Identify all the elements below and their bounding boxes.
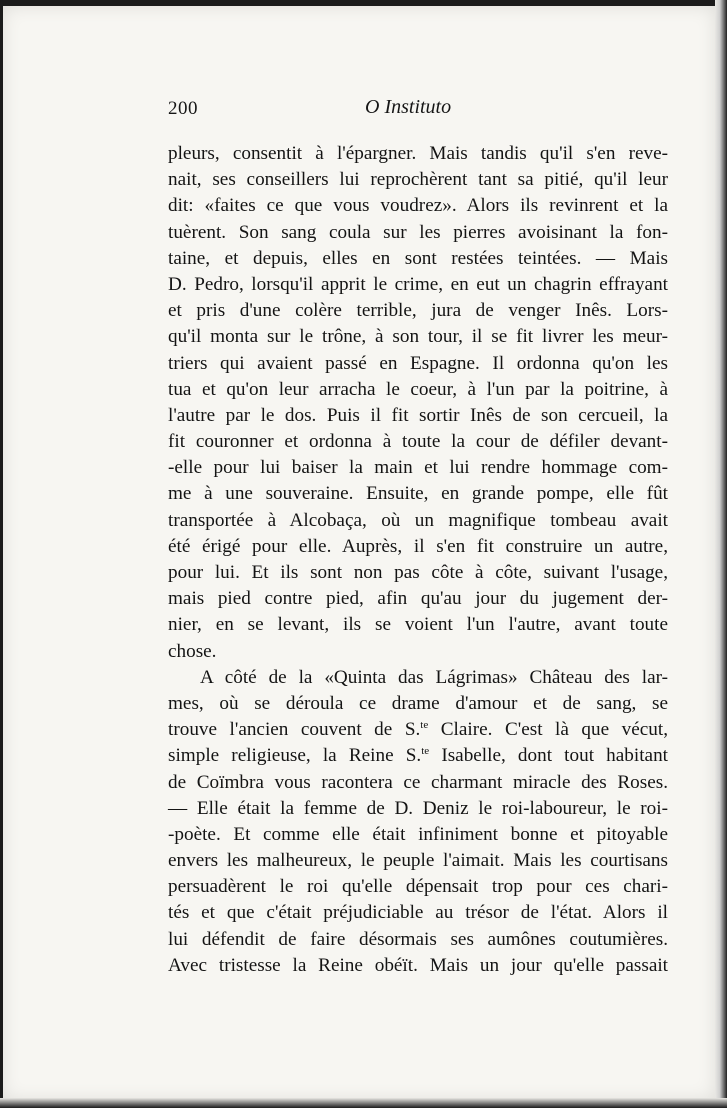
text-line: trouve l'ancien couvent de S.$^{te}$ Claire. C'est là que vécut, <box>168 719 668 741</box>
text-line: Avec tristesse la Reine obéït. Mais un jour qu'elle passait <box>168 954 668 976</box>
text-line: dit: «faites ce que vous voudrez». Alors ils revinrent et la <box>168 195 668 217</box>
text-line: et pris d'une colère terrible, jura de venger Inês. Lors- <box>168 300 668 322</box>
paragraph-1 <box>168 141 668 665</box>
text-line: de Coïmbra vous racontera ce charmant miracle des Roses. <box>168 771 668 793</box>
text-line: -elle pour lui baiser la main et lui rendre hommage com- <box>168 457 668 479</box>
text-line: pour lui. Et ils sont non pas côte à côte, suivant l'usage, <box>168 562 668 583</box>
text-line: me à une souveraine. Ensuite, en grande pompe, elle fût <box>168 483 668 505</box>
body-text <box>168 141 668 979</box>
text-line: lui défendit de faire désormais ses aumônes coutumières. <box>168 928 668 950</box>
text-line: chose. <box>168 640 217 662</box>
text-line: été érigé pour elle. Auprès, il s'en fit construire un autre, <box>168 535 668 557</box>
scan-border-right <box>715 0 727 1108</box>
text-line: taine, et depuis, elles en sont restées teintées. — Mais <box>168 247 668 269</box>
text-line: qu'il monta sur le trône, à son tour, il se fit livrer les meur- <box>168 326 668 348</box>
text-line: — Elle était la femme de D. Deniz le roi-laboureur, le roi- <box>168 797 668 819</box>
text-line: transportée à Alcobaça, où un magnifique tombeau avait <box>168 509 668 531</box>
page-number: 200 <box>168 98 198 119</box>
text-line: tua et qu'on leur arracha le coeur, à l'un par la poitrine, à <box>168 378 668 400</box>
page-header <box>168 96 668 124</box>
text-line: mes, où se déroula ce drame d'amour et de sang, se <box>168 692 668 714</box>
text-line: l'autre par le dos. Puis il fit sortir Inês de son cercueil, la <box>168 404 668 426</box>
text-line: fit couronner et ordonna à toute la cour de défiler devant- <box>168 431 668 453</box>
running-title: O Instituto <box>365 96 452 118</box>
text-line: tuèrent. Son sang coula sur les pierres avoisinant la fon- <box>168 221 668 243</box>
text-line: mais pied contre pied, afin qu'au jour du jugement der- <box>168 588 668 610</box>
text-line: pleurs, consentit à l'épargner. Mais tandis qu'il s'en reve- <box>168 143 668 164</box>
text-line: D. Pedro, lorsqu'il apprit le crime, en eut un chagrin effrayant <box>168 273 668 295</box>
text-line: tés et que c'était préjudiciable au trésor de l'état. Alors il <box>168 902 668 924</box>
text-line: nier, en se levant, ils se voient l'un l'autre, avant toute <box>168 614 668 636</box>
text-line: envers les malheureux, le peuple l'aimait. Mais les courtisans <box>168 850 668 872</box>
text-line: -poète. Et comme elle était infiniment bonne et pitoyable <box>168 823 668 845</box>
text-line: triers qui avaient passé en Espagne. Il ordonna qu'on les <box>168 352 668 374</box>
text-line: persuadèrent le roi qu'elle dépensait trop pour ces chari- <box>168 876 668 898</box>
text-line: nait, ses conseillers lui reprochèrent tant sa pitié, qu'il leur <box>168 169 668 191</box>
text-line: simple religieuse, la Reine S.$^{te}$ Isabelle, dont tout habitant <box>168 745 668 767</box>
scan-border-bottom <box>0 1098 727 1108</box>
text-line: A côté de la «Quinta das Lágrimas» Château des lar- <box>200 666 668 688</box>
paragraph-2 <box>168 665 668 979</box>
